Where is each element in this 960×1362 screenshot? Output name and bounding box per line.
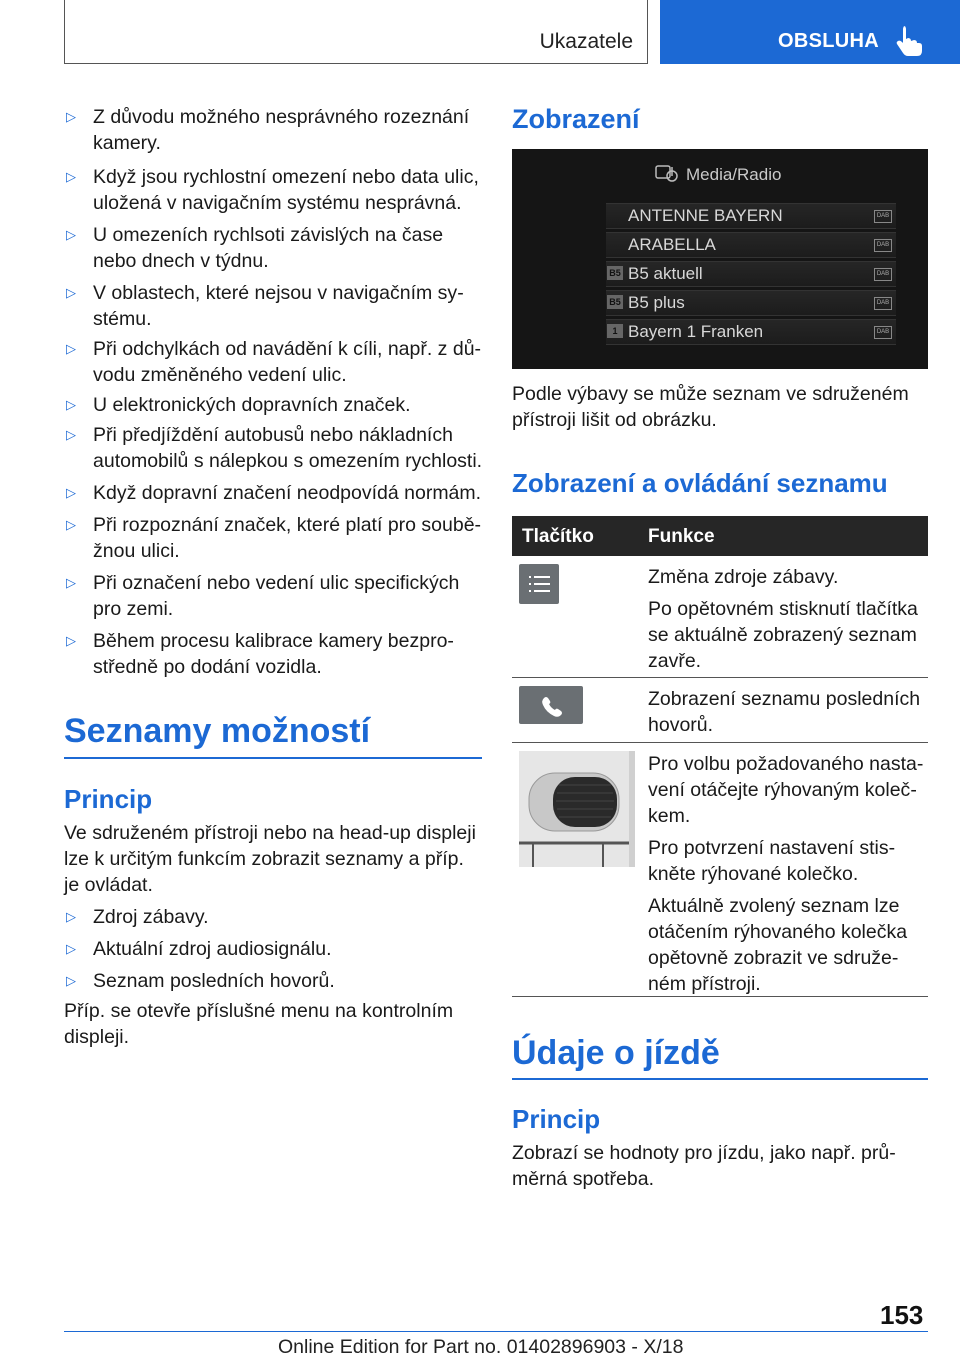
station-row: ARABELLA DAB <box>606 232 896 258</box>
col-header-button: Tlačítko <box>522 526 594 547</box>
station-row: 1 Bayern 1 Franken DAB <box>606 319 896 345</box>
list-item: ▷ Při předjíždění autobusů nebo nákladních automobilů s nálepkou s omezením rychlosti. <box>66 424 483 472</box>
triangle-bullet-icon: ▷ <box>66 485 76 500</box>
edition-note: Online Edition for Part no. 01402896903 - X/18 <box>278 1336 684 1358</box>
list-item: ▷ Při označení nebo vedení ulic specifických pro zemi. <box>66 572 460 620</box>
list-item: ▷ Při rozpoznání značek, které platí pro souběžnou ulici. <box>66 514 482 562</box>
table-divider <box>512 996 928 997</box>
list-item: ▷ Zdroj zábavy. <box>66 906 209 928</box>
triangle-bullet-icon: ▷ <box>66 227 76 242</box>
triangle-bullet-icon: ▷ <box>66 427 76 442</box>
section-title: Seznamy možností <box>64 712 371 750</box>
col-header-function: Funkce <box>648 526 715 547</box>
list-item: ▷ V oblastech, které nejsou v navigačním systému. <box>66 282 464 330</box>
trip-principle-text: Zobrazí se hodnoty pro jízdu, jako např. průměrná spotřeba. <box>512 1142 896 1190</box>
display-heading: Zobrazení <box>512 104 640 134</box>
triangle-bullet-icon: ▷ <box>66 909 76 924</box>
list-control-heading: Zobrazení a ovládání seznamu <box>512 468 888 498</box>
triangle-bullet-icon: ▷ <box>66 973 76 988</box>
phone-icon <box>519 686 583 724</box>
hand-pointer-icon <box>894 24 922 56</box>
list-item: ▷ Během procesu kalibrace kamery bezprostředně po dodání vozidla. <box>66 630 454 678</box>
table-row: Změna zdroje zábavy. Po opětovném stisknutí tlačítka se aktuálně zobrazený seznam zavře. <box>648 566 918 672</box>
triangle-bullet-icon: ▷ <box>66 341 76 356</box>
media-radio-screenshot <box>512 149 928 369</box>
list-icon <box>519 564 559 604</box>
trip-principle-heading: Princip <box>512 1104 601 1134</box>
header-section-tab <box>64 0 648 64</box>
triangle-bullet-icon: ▷ <box>66 109 76 124</box>
station-row: B5 B5 plus DAB <box>606 290 896 316</box>
table-divider <box>512 742 928 743</box>
triangle-bullet-icon: ▷ <box>66 941 76 956</box>
table-header <box>512 516 928 556</box>
footer-divider <box>64 1331 928 1332</box>
thumbwheel-image <box>519 751 635 867</box>
section-divider <box>512 1078 928 1080</box>
table-row: Zobrazení seznamu posledních hovorů. <box>648 688 921 736</box>
principle-text: Ve sdruženém přístroji nebo na head-up displeji lze k určitým funkcím zobrazit seznamy a příp. je ovládat. <box>64 822 476 896</box>
list-item: ▷ U omezeních rychlsoti závislých na čase nebo dnech v týdnu. <box>66 224 444 272</box>
list-item: ▷ U elektronických dopravních značek. <box>66 394 411 416</box>
page-number: 153 <box>880 1300 924 1330</box>
list-item: ▷ Aktuální zdroj audiosignálu. <box>66 938 332 960</box>
list-item: ▷ Seznam posledních hovorů. <box>66 970 335 992</box>
list-item: ▷ Když jsou rychlostní omezení nebo data ulic, uložená v navigačním systému nesprávná. <box>66 166 479 214</box>
list-item: ▷ Z důvodu možného nesprávného rozeznání kamery. <box>66 106 470 154</box>
triangle-bullet-icon: ▷ <box>66 633 76 648</box>
closing-text: Příp. se otevře příslušné menu na kontrolním displeji. <box>64 1000 454 1048</box>
section-label: Ukazatele <box>539 30 633 53</box>
table-divider <box>512 677 928 678</box>
principle-heading: Princip <box>64 784 153 814</box>
media-note-icon <box>654 163 680 183</box>
triangle-bullet-icon: ▷ <box>66 169 76 184</box>
triangle-bullet-icon: ▷ <box>66 517 76 532</box>
header-chapter-tab <box>660 0 960 64</box>
station-row: ANTENNE BAYERN DAB <box>606 203 896 229</box>
list-item: ▷ Když dopravní značení neodpovídá normám. <box>66 482 482 504</box>
screen-title: Media/Radio <box>686 165 782 184</box>
section-divider <box>64 757 482 759</box>
station-row: B5 B5 aktuell DAB <box>606 261 896 287</box>
screen-caption: Podle výbavy se může seznam ve sdruženém přístroji lišit od obrázku. <box>512 383 909 431</box>
triangle-bullet-icon: ▷ <box>66 575 76 590</box>
chapter-label: OBSLUHA <box>778 30 879 52</box>
list-item: ▷ Při odchylkách od navádění k cíli, např. z důvodu změněného vedení ulic. <box>66 338 482 386</box>
trip-section-title: Údaje o jízdě <box>512 1034 720 1072</box>
triangle-bullet-icon: ▷ <box>66 397 76 412</box>
table-row: Pro volbu požadovaného nastavení otáčejte rýhovaným kolečkem. Pro potvrzení nastavení stiskněte rýhované kolečko. Aktuálně zvolený seznam lze otáčením rýhovaného kolečka opětovně zobrazit ve sdruženém přístroji. <box>648 753 924 995</box>
triangle-bullet-icon: ▷ <box>66 285 76 300</box>
